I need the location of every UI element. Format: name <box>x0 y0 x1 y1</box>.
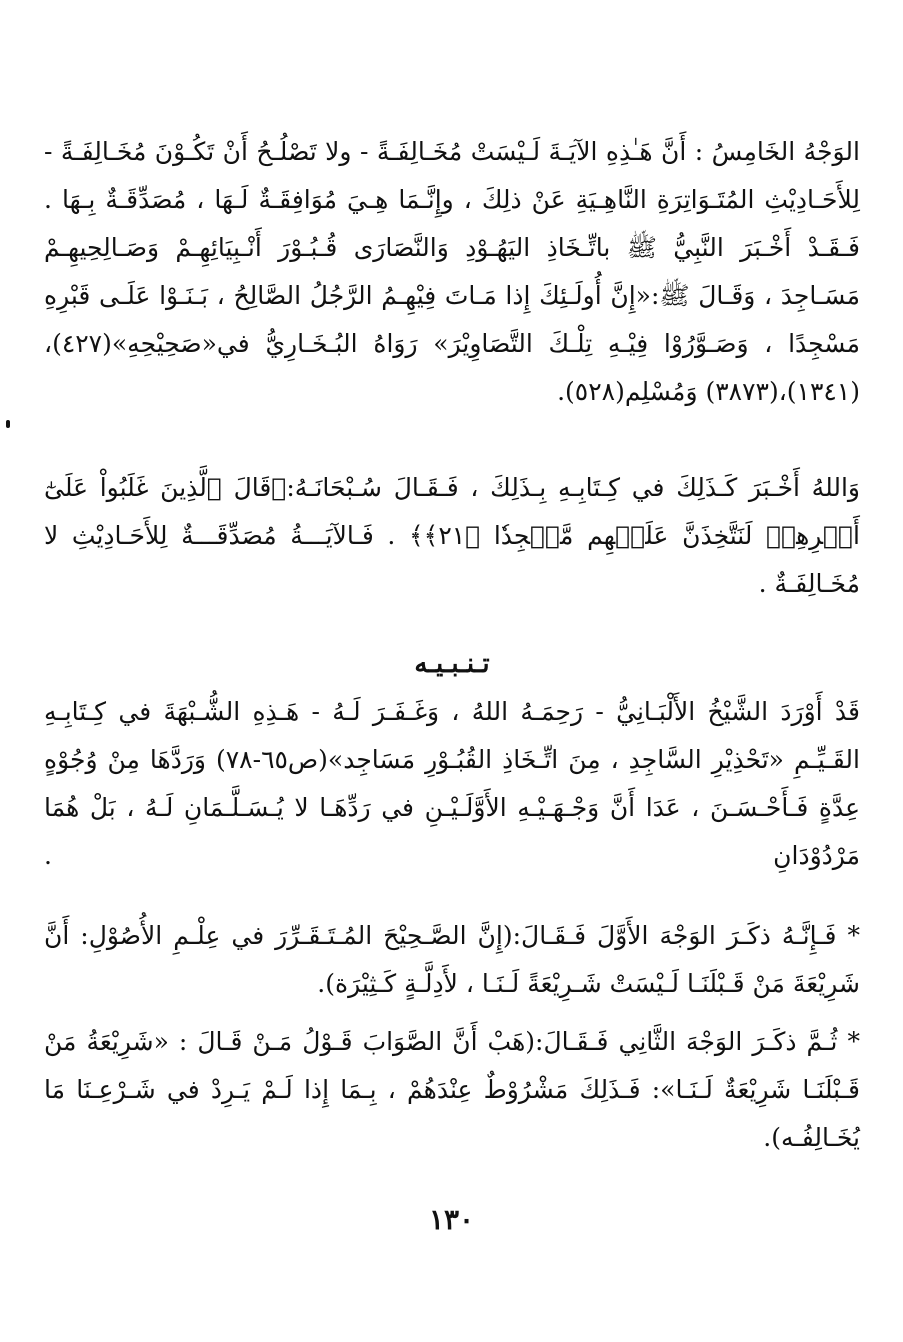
page-number: ١٣٠ <box>428 1203 475 1236</box>
section-heading-note: تـنـبـيـه <box>414 649 490 679</box>
margin-mark <box>6 420 10 428</box>
paragraph-quran-citation: وَاللهُ أَخْـبَرَ كَـذَلِكَ في كِـتَابِـهِ بِـذَلِكَ ، فَـقَـالَ سُـبْحَانَـهُ:﴿قَالَ ٱلَّذِينَ غَلَبُواْ عَلَىٰٓ أَمۡرِهِمۡ لَنَتَّخِذَنَّ عَلَيۡهِم مَّسۡجِدٗا ﴿٢١﴾﴾ . فَـالآيَـــةُ مُصَدِّقَـــةٌ لِلأَحَـادِيْثِ لا مُخَـالِفَـةٌ . <box>44 473 861 598</box>
paragraph-fifth-aspect: الوَجْهُ الخَامِسُ : أَنَّ هَـٰذِهِ الآيَـةَ لَـيْسَتْ مُخَـالِفَـةً - ولا تَصْلُـحُ أَنْ تَكُـوْنَ مُخَـالِفَـةً - لِلأَحَـادِيْثِ المُتَـوَاتِرَةِ النَّاهِـيَةِ عَنْ ذلِكَ ، وإِنَّـمَا هِـيَ مُوَافِقَـةٌ لَـهَا ، مُصَدِّقَـةٌ بِـهَا . فَـقَـدْ أَخْـبَرَ النَّبِيُّ ﷺ باتِّـخَاذِ اليَهُـوْدِ وَالنَّصَارَى قُـبُـوْرَ أَنْـبِيَائِهِـمْ وَصَـالِحِيهِـمْ مَسَـاجِدَ ، وَقَـالَ ﷺ:«إِنَّ أُولَـئِكَ إِذا مَـاتَ فِيْهِـمُ الرَّجُلُ الصَّالِحُ ، بَـنَـوْا عَلَـى قَبْرِهِ مَسْجِدًا ، وَصَـوَّرُوْا فِيْـهِ تِلْـكَ التَّصَاوِيْرَ» رَوَاهُ البُـخَـارِيُّ في«صَحِيْحِهِ»(٤٢٧)،(١٣٤١)،(٣٨٧٣) وَمُسْلِم(٥٢٨). <box>44 137 860 406</box>
paragraph-albani-note: قَدْ أَوْرَدَ الشَّيْخُ الأَلْبَـانِيُّ - رَحِمَـهُ اللهُ ، وَغَـفَـرَ لَـهُ - هَـذِهِ الشُّـبْهَةَ في كِـتَابِـهِ القَـيِّـمِ «تَحْذِيْرِ السَّاجِدِ ، مِنَ اتِّـخَاذِ القُبُـوْرِ مَسَاجِد»(ص٦٥-٧٨) وَرَدَّهَا مِنْ وُجُوْهٍ عِدَّةٍ فَـأَحْـسَـنَ ، عَدَا أَنَّ وَجْـهَـيْـهِ الأَوَّلَـيْـنِ في رَدِّهَـا لا يُـسَـلَّـمَانِ لَـهُ ، بَلْ هُمَا مَرْدُوْدَانِ . <box>44 697 860 870</box>
paragraph-first-aspect-quote: * فَـإِنَّـهُ ذكَـرَ الوَجْهَ الأَوَّلَ فَـقَـالَ:(إِنَّ الصَّـحِيْحَ المُـتَـقَـرِّرَ في عِلْـمِ الأُصُوْلِ: أَنَّ شَرِيْعَةَ مَنْ قَـبْلَنَـا لَـيْسَتْ شَـرِيْعَةً لَـنَـا ، لأَدِلَّـةٍ كَـثِيْرَة). <box>44 921 860 998</box>
paragraph-second-aspect-quote: * ثُـمَّ ذكَـرَ الوَجْهَ الثَّانِي فَـقَـالَ:(هَبْ أَنَّ الصَّوَابَ قَـوْلُ مَـنْ قَـالَ : «شَرِيْعَةُ مَنْ قَـبْلَنَـا شَرِيْعَةٌ لَـنَـا»: فَـذَلِكَ مَشْرُوْطٌ عِنْدَهُمْ ، بِـمَا إِذا لَـمْ يَـرِدْ في شَـرْعِـنَا مَا يُخَـالِفُـه). <box>44 1027 860 1152</box>
